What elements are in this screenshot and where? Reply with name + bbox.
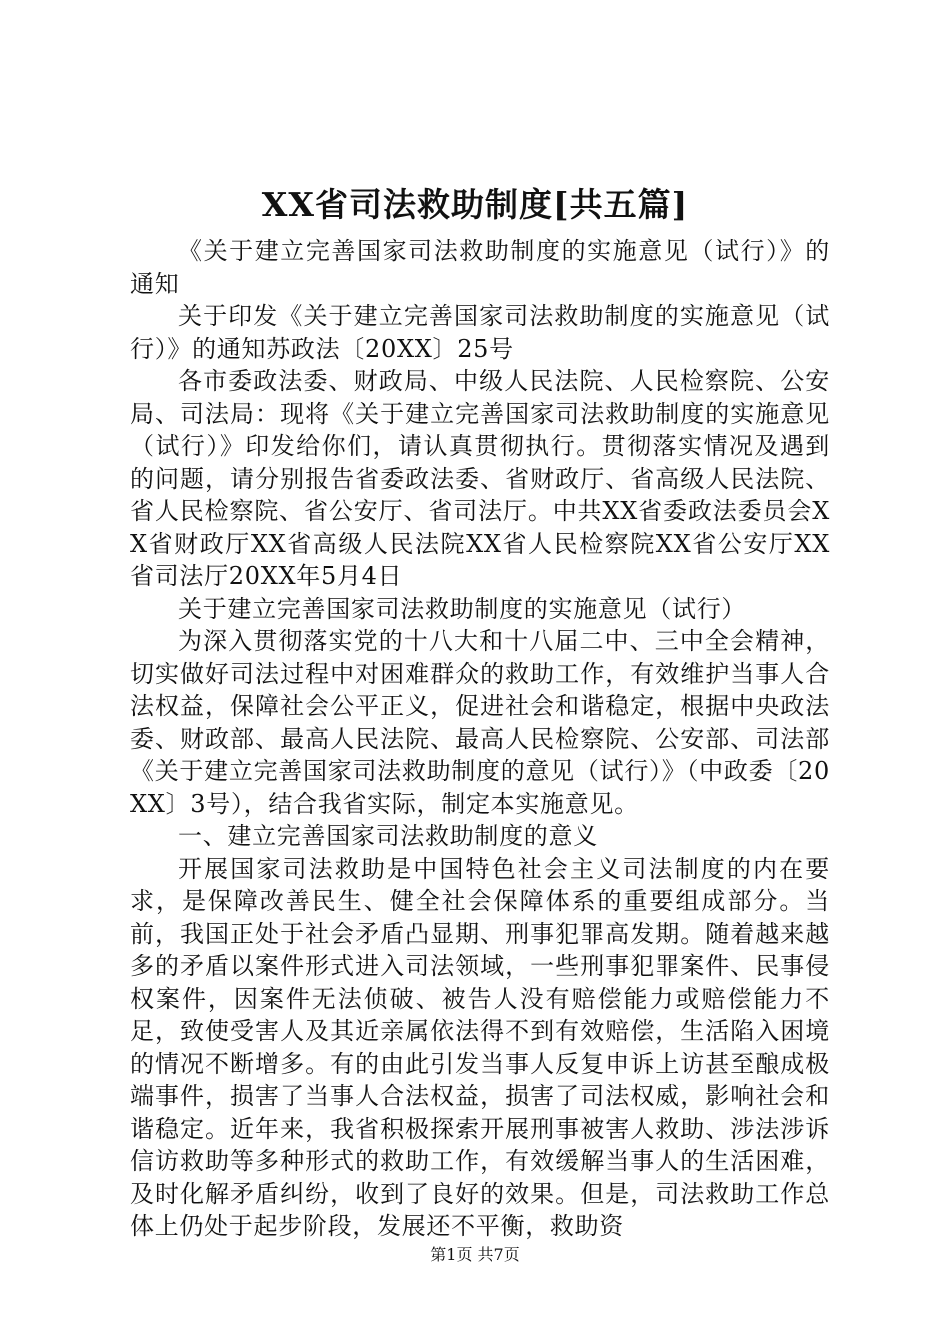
document-title: XX省司法救助制度[共五篇] (261, 185, 689, 224)
document-body (130, 235, 830, 1243)
section-heading-significance: 一、建立完善国家司法救助制度的意义 (178, 822, 598, 850)
page-number-footer: 第1页 共7页 (430, 1245, 520, 1264)
paragraph-significance: 开展国家司法救助是中国特色社会主义司法制度的内在要求，是保障改善民生、健全社会保障体系的重要组成部分。当前，我国正处于社会矛盾凸显期、刑事犯罪高发期。随着越来越多的矛盾以案件形式进入司法领域，一些刑事犯罪案件、民事侵权案件，因案件无法侦破、被告人没有赔偿能力或赔偿能力不足，致使受害人及其近亲属依法得不到有效赔偿，生活陷入困境的情况不断增多。有的由此引发当事人反复申诉上访甚至酿成极端事件，损害了当事人合法权益，损害了司法权威，影响社会和谐稳定。近年来，我省积极探索开展刑事被害人救助、涉法涉诉信访救助等多种形式的救助工作，有效缓解当事人的生活困难，及时化解矛盾纠纷，收到了良好的效果。但是，司法救助工作总体上仍处于起步阶段，发展还不平衡，救助资 (130, 854, 830, 1240)
paragraph-notice-title: 《关于建立完善国家司法救助制度的实施意见（试行）》的通知 (130, 237, 830, 298)
paragraph-purpose: 为深入贯彻落实党的十八大和十八届二中、三中全会精神，切实做好司法过程中对困难群众的救助工作，有效维护当事人合法权益，保障社会公平正义，促进社会和谐稳定，根据中央政法委、财政部、最高人民法院、最高人民检察院、公安部、司法部《关于建立完善国家司法救助制度的意见（试行）》（中政委〔20XX〕3号），结合我省实际，制定本实施意见。 (130, 627, 830, 818)
paragraph-recipients: 各市委政法委、财政局、中级人民法院、人民检察院、公安局、司法局：现将《关于建立完善国家司法救助制度的实施意见（试行）》印发给你们，请认真贯彻执行。贯彻落实情况及遇到的问题，请分别报告省委政法委、省财政厅、省高级人民法院、省人民检察院、省公安厅、省司法厅。中共XX省委政法委员会XX省财政厅XX省高级人民法院XX省人民检察院XX省公安厅XX省司法厅20XX年5月4日 (130, 367, 830, 590)
paragraph-opinion-title: 关于建立完善国家司法救助制度的实施意见（试行） (178, 594, 747, 623)
paragraph-issuance: 关于印发《关于建立完善国家司法救助制度的实施意见（试行）》的通知苏政法〔20XX〕25号 (130, 302, 830, 363)
